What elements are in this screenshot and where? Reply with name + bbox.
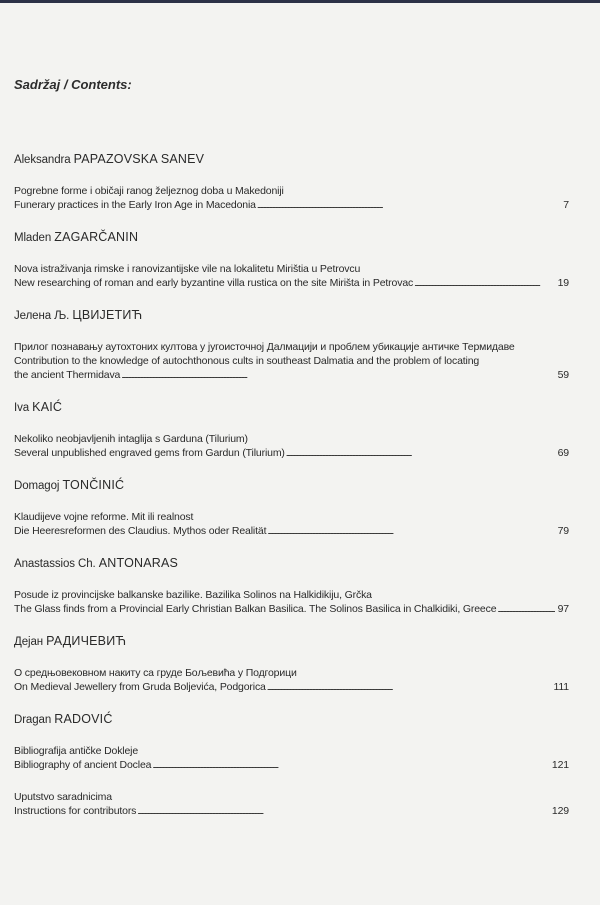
author-given-name: Јелена Љ. — [14, 310, 70, 322]
title-line-with-page — [14, 368, 569, 382]
toc-author — [14, 308, 569, 323]
toc-entry[interactable] — [14, 744, 569, 772]
title-line: Pogrebne forme i običaji ranog željeznog doba u Makedoniji — [14, 185, 284, 197]
title-line: On Medieval Jewellery from Gruda Boljevića, Podgorica — [14, 681, 266, 693]
title-line: Bibliografija antičke Dokleje — [14, 745, 139, 757]
title-line: Several unpublished engraved gems from Gardun (Tilurium) — [14, 447, 285, 459]
page-number: 121 — [551, 759, 569, 771]
toc-entry[interactable] — [14, 262, 569, 290]
author-surname: KAIĆ — [32, 400, 63, 414]
toc-entry[interactable] — [14, 184, 569, 212]
title-line: Nekoliko neobjavljenih intaglija s Garduna (Tilurium) — [14, 433, 248, 445]
title-line-with-page — [14, 446, 569, 460]
author-given-name: Дејан — [14, 636, 43, 648]
author-surname: РАДИЧЕВИЋ — [46, 634, 127, 648]
toc-author — [14, 230, 569, 245]
page-number: 129 — [551, 805, 569, 817]
page-number: 19 — [557, 277, 569, 289]
toc-entry[interactable] — [14, 432, 569, 460]
author-surname: ЦВИЈЕТИЋ — [72, 308, 143, 322]
title-line: Klaudijeve vojne reforme. Mit ili realnost — [14, 511, 194, 523]
toc-entry[interactable] — [14, 510, 569, 538]
dot-leader — [267, 524, 554, 538]
title-line: Posude iz provincijske balkanske bazilike. Bazilika Solinos na Halkidikiju, Grčka — [14, 589, 372, 601]
dot-leader — [497, 602, 554, 616]
toc-entry[interactable] — [14, 340, 569, 382]
table-of-contents — [14, 152, 569, 836]
author-surname: ZAGARČANIN — [54, 230, 139, 244]
title-line-with-page — [14, 276, 569, 290]
title-line-with-page — [14, 758, 569, 772]
page-number: 111 — [553, 681, 569, 693]
page-number: 59 — [557, 369, 569, 381]
toc-author — [14, 152, 569, 167]
title-line: New researching of roman and early byzantine villa rustica on the site Mirišta in Petrovac — [14, 277, 414, 289]
toc-entry[interactable] — [14, 588, 569, 616]
title-line-with-page — [14, 680, 569, 694]
page-number: 79 — [557, 525, 569, 537]
author-given-name: Aleksandra — [14, 154, 71, 166]
dot-leader — [286, 446, 555, 460]
title-line: Прилог познавању аутохтоних култова у југоисточној Далмацији и проблем убикације античке Термидаве — [14, 341, 515, 353]
title-line: Bibliography of ancient Doclea — [14, 759, 152, 771]
author-surname: PAPAZOVSKA SANEV — [73, 152, 205, 166]
author-surname: ANTONARAS — [98, 556, 179, 570]
toc-entry[interactable] — [14, 666, 569, 694]
toc-author — [14, 712, 569, 727]
title-line: Die Heeresreformen des Claudius. Mythos oder Realität — [14, 525, 267, 537]
page-number: 69 — [557, 447, 569, 459]
page-number: 7 — [563, 199, 569, 211]
title-line: Funerary practices in the Early Iron Age in Macedonia — [14, 199, 256, 211]
title-line-with-page — [14, 602, 569, 616]
dot-leader — [121, 368, 554, 382]
toc-entry[interactable] — [14, 790, 569, 818]
toc-author — [14, 634, 569, 649]
title-line: the ancient Thermidava — [14, 369, 121, 381]
title-line: The Glass finds from a Provincial Early Christian Balkan Basilica. The Solinos Basilica in Chalkidiki, Greece — [14, 603, 497, 615]
page-number: 97 — [557, 603, 569, 615]
author-given-name: Dragan — [14, 714, 52, 726]
toc-author — [14, 478, 569, 493]
title-line-with-page — [14, 198, 569, 212]
dot-leader — [414, 276, 555, 290]
title-line: Contribution to the knowledge of autochthonous cults in southeast Dalmatia and the problem of locating — [14, 355, 480, 367]
dot-leader — [152, 758, 549, 772]
top-border-rule — [0, 0, 600, 3]
author-given-name: Mladen — [14, 232, 52, 244]
title-line: Instructions for contributors — [14, 805, 137, 817]
title-line-with-page — [14, 804, 569, 818]
author-given-name: Anastassios Ch. — [14, 558, 96, 570]
contents-heading: Sadržaj / Contents: — [14, 77, 132, 92]
toc-author — [14, 400, 569, 415]
author-surname: TONČINIĆ — [62, 478, 125, 492]
title-line-with-page — [14, 524, 569, 538]
author-given-name: Domagoj — [14, 480, 60, 492]
toc-author — [14, 556, 569, 571]
dot-leader — [267, 680, 551, 694]
title-line: Nova istraživanja rimske i ranovizantijske vile na lokalitetu Mirištia u Petrovcu — [14, 263, 361, 275]
author-surname: RADOVIĆ — [54, 712, 113, 726]
dot-leader — [137, 804, 549, 818]
title-line: О средњовековном накиту са груде Бољевића у Подгорици — [14, 667, 297, 679]
title-line: Uputstvo saradnicima — [14, 791, 112, 803]
author-given-name: Iva — [14, 402, 30, 414]
dot-leader — [257, 198, 560, 212]
